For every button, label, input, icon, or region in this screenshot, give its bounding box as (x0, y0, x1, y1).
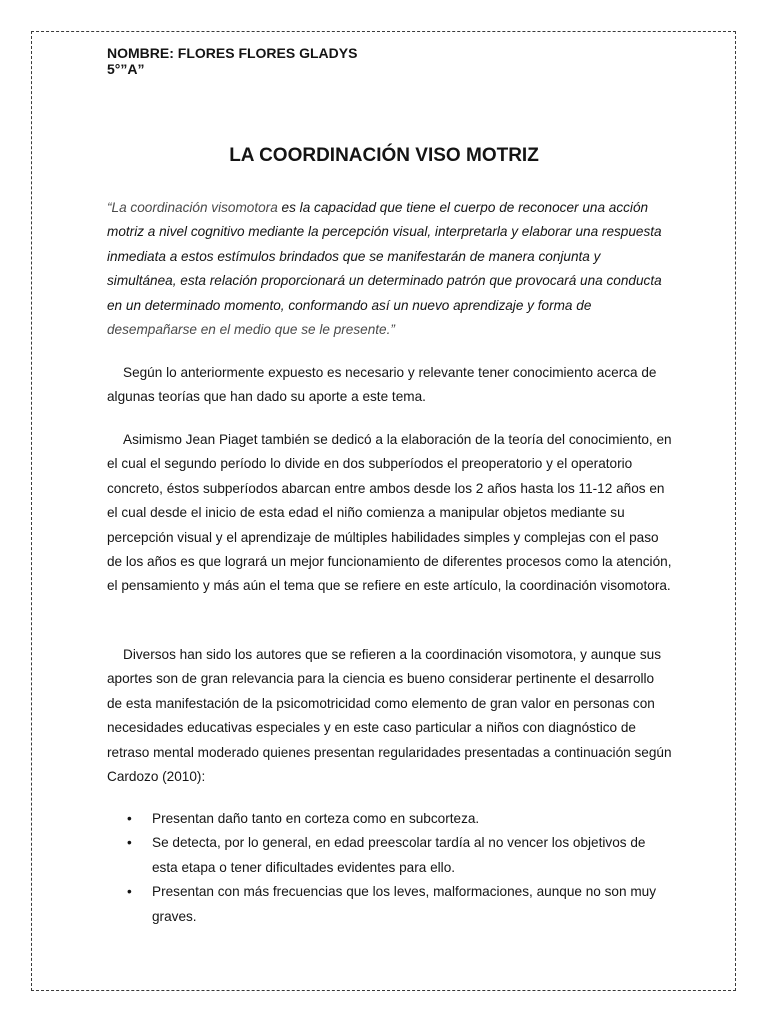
bullet-item: • Presentan con más frecuencias que los leves, malformaciones, aunque no son muy graves. (107, 880, 672, 929)
paragraph-intro: Según lo anteriormente expuesto es necesario y relevante tener conocimiento acerca de algunas teorías que han dado su aporte a este tema. (107, 365, 657, 405)
paragraph-authors: Diversos han sido los autores que se refieren a la coordinación visomotora, y aunque sus aportes son de gran relevancia para la ciencia es bueno considerar pertinente el desarrollo de esta manifestación de la psicomotricidad como elemento de gran valor en personas con necesidades educativas especiales y en este caso particular a niños con diagnóstico de retraso mental moderado quienes presentan regularidades presentadas a continuación según Cardozo (2010): (107, 647, 672, 785)
paragraph-piaget: Asimismo Jean Piaget también se dedicó a la elaboración de la teoría del conocimiento, en el cual el segundo período lo divide en dos subperíodos el preoperatorio y el operatorio concreto, éstos subperíodos abarcan entre ambos desde los 2 años hasta los 11-12 años en el cual desde el inicio de esta edad el niño comienza a manipular objetos mediante su percepción visual y el aprendizaje de múltiples habilidades simples y complejas con el paso de los años es que logrará un mejor funcionamiento de diferentes procesos como la atención, el pensamiento y más aún el tema que se refiere en este artículo, la coordinación visomotora. (107, 432, 672, 594)
quote-tail: desempañarse en el medio que se le presente.” (107, 322, 395, 338)
bullet-item: • Presentan daño tanto en corteza como en subcorteza. (107, 807, 672, 831)
student-name: NOMBRE: FLORES FLORES GLADYS (107, 45, 358, 61)
document-title: LA COORDINACIÓN VISO MOTRIZ (229, 145, 539, 166)
student-header (107, 45, 357, 77)
student-grade: 5°”A” (107, 61, 145, 77)
quote-body: es la capacidad que tiene el cuerpo de reconocer una acción motriz a nivel cognitivo mediante la percepción visual, interpretarla y elaborar una respuesta inmediata a estos estímulos brindados que se manifestarán de manera conjunta y simultánea, esta relación proporcionará un determinado patrón que provocará una conducta en un determinado momento, conformando así un nuevo aprendizaje y forma de (107, 200, 662, 313)
bullet-item: • Se detecta, por lo general, en edad preescolar tardía al no vencer los objetivos de esta etapa o tener dificultades evidentes para ello. (107, 831, 672, 880)
bullet-list (107, 807, 672, 929)
quote-lead: “La coordinación visomotora (107, 200, 278, 215)
quote-paragraph (107, 196, 672, 342)
